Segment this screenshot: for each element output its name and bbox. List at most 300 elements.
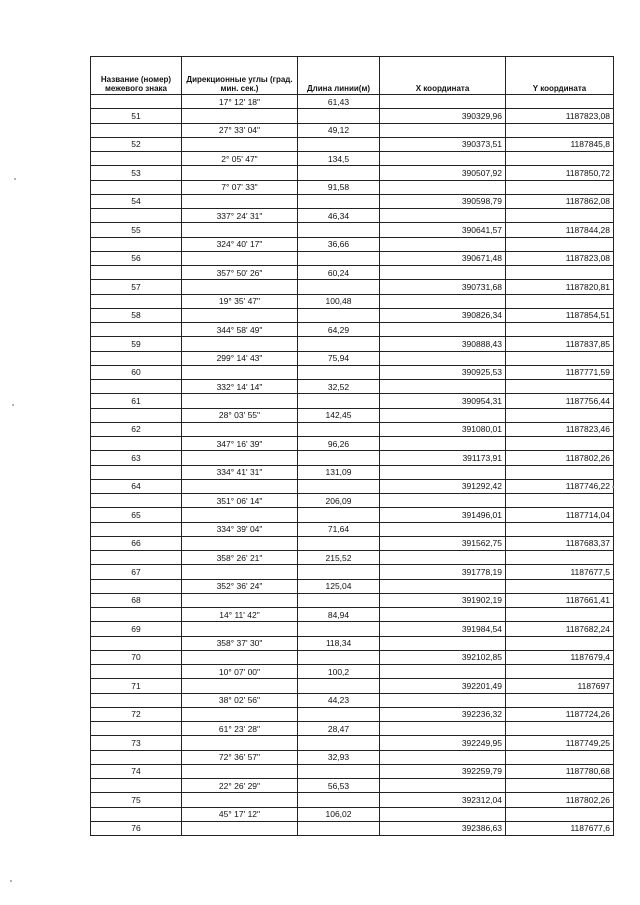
point-angle-cell — [182, 650, 298, 664]
segment-row — [91, 807, 614, 821]
point-row — [91, 308, 614, 322]
segment-x-cell — [380, 237, 506, 251]
point-name-cell: 59 — [91, 337, 182, 351]
segment-angle-cell: 14° 11' 42" — [182, 608, 298, 622]
point-row — [91, 650, 614, 664]
y-coordinate-cell: 1187850,72 — [506, 166, 614, 180]
point-length-cell — [298, 764, 380, 778]
segment-y-cell — [506, 579, 614, 593]
segment-y-cell — [506, 152, 614, 166]
y-coordinate-cell: 1187679,4 — [506, 650, 614, 664]
segment-name-cell — [91, 266, 182, 280]
point-length-cell — [298, 736, 380, 750]
segment-x-cell — [380, 551, 506, 565]
segment-x-cell — [380, 323, 506, 337]
x-coordinate-cell: 390671,48 — [380, 251, 506, 265]
point-name-cell: 71 — [91, 679, 182, 693]
point-angle-cell — [182, 251, 298, 265]
point-row — [91, 622, 614, 636]
segment-x-cell — [380, 380, 506, 394]
x-coordinate-cell: 392386,63 — [380, 821, 506, 835]
segment-y-cell — [506, 351, 614, 365]
segment-angle-cell: 332° 14' 14" — [182, 380, 298, 394]
segment-name-cell — [91, 437, 182, 451]
point-row — [91, 736, 614, 750]
segment-x-cell — [380, 266, 506, 280]
point-row — [91, 707, 614, 721]
segment-x-cell — [380, 465, 506, 479]
segment-y-cell — [506, 494, 614, 508]
segment-row — [91, 266, 614, 280]
segment-x-cell — [380, 294, 506, 308]
segment-length-cell: 131,09 — [298, 465, 380, 479]
y-coordinate-cell: 1187714,04 — [506, 508, 614, 522]
point-angle-cell — [182, 280, 298, 294]
segment-name-cell — [91, 408, 182, 422]
segment-length-cell: 71,64 — [298, 522, 380, 536]
segment-row — [91, 779, 614, 793]
segment-angle-cell: 45° 17' 12" — [182, 807, 298, 821]
segment-name-cell — [91, 807, 182, 821]
segment-length-cell: 106,02 — [298, 807, 380, 821]
point-row — [91, 365, 614, 379]
segment-angle-cell: 334° 39' 04" — [182, 522, 298, 536]
y-coordinate-cell: 1187677,5 — [506, 565, 614, 579]
segment-angle-cell: 324° 40' 17" — [182, 237, 298, 251]
x-coordinate-cell: 390826,34 — [380, 308, 506, 322]
x-coordinate-cell: 391292,42 — [380, 479, 506, 493]
x-coordinate-cell: 391984,54 — [380, 622, 506, 636]
segment-length-cell: 125,04 — [298, 579, 380, 593]
segment-length-cell: 215,52 — [298, 551, 380, 565]
point-angle-cell — [182, 707, 298, 721]
segment-name-cell — [91, 636, 182, 650]
scan-speck — [12, 404, 14, 406]
point-length-cell — [298, 251, 380, 265]
segment-name-cell — [91, 209, 182, 223]
point-row — [91, 451, 614, 465]
y-coordinate-cell: 1187854,51 — [506, 308, 614, 322]
x-coordinate-cell: 392102,85 — [380, 650, 506, 664]
point-angle-cell — [182, 593, 298, 607]
point-row — [91, 536, 614, 550]
segment-length-cell: 91,58 — [298, 180, 380, 194]
y-coordinate-cell: 1187823,08 — [506, 251, 614, 265]
segment-angle-cell: 352° 36' 24" — [182, 579, 298, 593]
segment-length-cell: 32,52 — [298, 380, 380, 394]
point-length-cell — [298, 622, 380, 636]
point-angle-cell — [182, 479, 298, 493]
point-name-cell: 63 — [91, 451, 182, 465]
point-length-cell — [298, 137, 380, 151]
segment-length-cell: 36,66 — [298, 237, 380, 251]
segment-y-cell — [506, 522, 614, 536]
segment-x-cell — [380, 408, 506, 422]
segment-row — [91, 750, 614, 764]
segment-x-cell — [380, 123, 506, 137]
point-name-cell: 67 — [91, 565, 182, 579]
y-coordinate-cell: 1187837,85 — [506, 337, 614, 351]
x-coordinate-cell: 390954,31 — [380, 394, 506, 408]
segment-y-cell — [506, 636, 614, 650]
y-coordinate-cell: 1187746,22 — [506, 479, 614, 493]
y-coordinate-cell: 1187862,08 — [506, 194, 614, 208]
point-angle-cell — [182, 223, 298, 237]
segment-name-cell — [91, 152, 182, 166]
point-name-cell: 53 — [91, 166, 182, 180]
y-coordinate-cell: 1187683,37 — [506, 536, 614, 550]
segment-angle-cell: 337° 24' 31" — [182, 209, 298, 223]
point-angle-cell — [182, 565, 298, 579]
segment-y-cell — [506, 665, 614, 679]
x-coordinate-cell: 391902,19 — [380, 593, 506, 607]
point-length-cell — [298, 508, 380, 522]
segment-y-cell — [506, 693, 614, 707]
point-name-cell: 68 — [91, 593, 182, 607]
x-coordinate-cell: 391778,19 — [380, 565, 506, 579]
segment-length-cell: 61,43 — [298, 95, 380, 109]
segment-angle-cell: 358° 26' 21" — [182, 551, 298, 565]
segment-row — [91, 494, 614, 508]
header-point-name: Название (номер) межевого знака — [91, 57, 182, 95]
segment-x-cell — [380, 209, 506, 223]
x-coordinate-cell: 392201,49 — [380, 679, 506, 693]
segment-row — [91, 608, 614, 622]
segment-row — [91, 95, 614, 109]
segment-name-cell — [91, 608, 182, 622]
y-coordinate-cell: 1187802,26 — [506, 451, 614, 465]
segment-row — [91, 209, 614, 223]
header-x-coordinate: X координата — [380, 57, 506, 95]
segment-name-cell — [91, 665, 182, 679]
point-name-cell: 60 — [91, 365, 182, 379]
segment-y-cell — [506, 608, 614, 622]
x-coordinate-cell: 391562,75 — [380, 536, 506, 550]
segment-x-cell — [380, 152, 506, 166]
x-coordinate-cell: 390925,53 — [380, 365, 506, 379]
scan-speck — [612, 486, 614, 488]
point-row — [91, 109, 614, 123]
point-length-cell — [298, 707, 380, 721]
segment-y-cell — [506, 323, 614, 337]
segment-name-cell — [91, 323, 182, 337]
point-length-cell — [298, 166, 380, 180]
point-angle-cell — [182, 308, 298, 322]
segment-length-cell: 49,12 — [298, 123, 380, 137]
segment-row — [91, 380, 614, 394]
segment-x-cell — [380, 95, 506, 109]
segment-name-cell — [91, 180, 182, 194]
point-length-cell — [298, 109, 380, 123]
y-coordinate-cell: 1187682,24 — [506, 622, 614, 636]
point-name-cell: 58 — [91, 308, 182, 322]
point-row — [91, 194, 614, 208]
point-name-cell: 69 — [91, 622, 182, 636]
segment-x-cell — [380, 807, 506, 821]
segment-length-cell: 28,47 — [298, 722, 380, 736]
y-coordinate-cell: 1187823,46 — [506, 422, 614, 436]
point-angle-cell — [182, 736, 298, 750]
y-coordinate-cell: 1187823,08 — [506, 109, 614, 123]
point-row — [91, 223, 614, 237]
segment-angle-cell: 28° 03' 55" — [182, 408, 298, 422]
segment-name-cell — [91, 722, 182, 736]
y-coordinate-cell: 1187820,81 — [506, 280, 614, 294]
y-coordinate-cell: 1187756,44 — [506, 394, 614, 408]
segment-y-cell — [506, 807, 614, 821]
segment-x-cell — [380, 437, 506, 451]
point-name-cell: 76 — [91, 821, 182, 835]
point-angle-cell — [182, 422, 298, 436]
segment-row — [91, 123, 614, 137]
segment-row — [91, 665, 614, 679]
segment-name-cell — [91, 123, 182, 137]
point-row — [91, 793, 614, 807]
point-row — [91, 422, 614, 436]
point-angle-cell — [182, 109, 298, 123]
segment-length-cell: 100,2 — [298, 665, 380, 679]
point-length-cell — [298, 679, 380, 693]
segment-name-cell — [91, 494, 182, 508]
point-name-cell: 57 — [91, 280, 182, 294]
segment-row — [91, 465, 614, 479]
point-angle-cell — [182, 622, 298, 636]
segment-angle-cell: 7° 07' 33" — [182, 180, 298, 194]
segment-length-cell: 84,94 — [298, 608, 380, 622]
segment-name-cell — [91, 294, 182, 308]
segment-row — [91, 351, 614, 365]
segment-name-cell — [91, 779, 182, 793]
segment-row — [91, 636, 614, 650]
segment-length-cell: 32,93 — [298, 750, 380, 764]
x-coordinate-cell: 390507,92 — [380, 166, 506, 180]
x-coordinate-cell: 392249,95 — [380, 736, 506, 750]
point-length-cell — [298, 365, 380, 379]
segment-y-cell — [506, 209, 614, 223]
point-name-cell: 52 — [91, 137, 182, 151]
point-angle-cell — [182, 394, 298, 408]
header-row — [91, 57, 614, 95]
point-angle-cell — [182, 536, 298, 550]
segment-length-cell: 206,09 — [298, 494, 380, 508]
segment-name-cell — [91, 351, 182, 365]
point-angle-cell — [182, 166, 298, 180]
point-row — [91, 479, 614, 493]
x-coordinate-cell: 390598,79 — [380, 194, 506, 208]
point-name-cell: 56 — [91, 251, 182, 265]
point-angle-cell — [182, 365, 298, 379]
x-coordinate-cell: 392312,04 — [380, 793, 506, 807]
segment-x-cell — [380, 750, 506, 764]
segment-y-cell — [506, 408, 614, 422]
point-name-cell: 73 — [91, 736, 182, 750]
segment-angle-cell: 72° 36' 57" — [182, 750, 298, 764]
segment-y-cell — [506, 551, 614, 565]
x-coordinate-cell: 392259,79 — [380, 764, 506, 778]
point-length-cell — [298, 536, 380, 550]
x-coordinate-cell: 391080,01 — [380, 422, 506, 436]
point-angle-cell — [182, 451, 298, 465]
segment-length-cell: 142,45 — [298, 408, 380, 422]
point-length-cell — [298, 280, 380, 294]
segment-x-cell — [380, 636, 506, 650]
point-angle-cell — [182, 821, 298, 835]
header-y-coordinate: Y координата — [506, 57, 614, 95]
segment-angle-cell: 299° 14' 43" — [182, 351, 298, 365]
segment-x-cell — [380, 693, 506, 707]
segment-y-cell — [506, 465, 614, 479]
point-name-cell: 51 — [91, 109, 182, 123]
point-name-cell: 62 — [91, 422, 182, 436]
segment-row — [91, 722, 614, 736]
point-row — [91, 137, 614, 151]
point-name-cell: 64 — [91, 479, 182, 493]
segment-y-cell — [506, 95, 614, 109]
point-row — [91, 508, 614, 522]
segment-x-cell — [380, 779, 506, 793]
point-name-cell: 55 — [91, 223, 182, 237]
point-name-cell: 65 — [91, 508, 182, 522]
segment-angle-cell: 347° 16' 39" — [182, 437, 298, 451]
y-coordinate-cell: 1187771,59 — [506, 365, 614, 379]
y-coordinate-cell: 1187780,68 — [506, 764, 614, 778]
x-coordinate-cell: 390373,51 — [380, 137, 506, 151]
segment-y-cell — [506, 266, 614, 280]
segment-length-cell: 64,29 — [298, 323, 380, 337]
segment-name-cell — [91, 522, 182, 536]
point-angle-cell — [182, 137, 298, 151]
segment-angle-cell: 334° 41' 31" — [182, 465, 298, 479]
segment-row — [91, 551, 614, 565]
point-row — [91, 593, 614, 607]
segment-x-cell — [380, 351, 506, 365]
segment-length-cell: 56,53 — [298, 779, 380, 793]
segment-angle-cell: 344° 58' 49" — [182, 323, 298, 337]
segment-name-cell — [91, 237, 182, 251]
boundary-coordinates-table — [90, 56, 614, 836]
point-length-cell — [298, 422, 380, 436]
segment-name-cell — [91, 465, 182, 479]
y-coordinate-cell: 1187724,26 — [506, 707, 614, 721]
segment-name-cell — [91, 380, 182, 394]
segment-y-cell — [506, 779, 614, 793]
point-length-cell — [298, 223, 380, 237]
segment-x-cell — [380, 608, 506, 622]
point-length-cell — [298, 308, 380, 322]
segment-y-cell — [506, 380, 614, 394]
point-length-cell — [298, 793, 380, 807]
point-row — [91, 280, 614, 294]
segment-y-cell — [506, 123, 614, 137]
point-name-cell: 72 — [91, 707, 182, 721]
segment-angle-cell: 357° 50' 26" — [182, 266, 298, 280]
segment-y-cell — [506, 750, 614, 764]
segment-length-cell: 46,34 — [298, 209, 380, 223]
segment-angle-cell: 351° 06' 14" — [182, 494, 298, 508]
point-angle-cell — [182, 337, 298, 351]
segment-x-cell — [380, 579, 506, 593]
segment-length-cell: 100,48 — [298, 294, 380, 308]
segment-y-cell — [506, 437, 614, 451]
segment-y-cell — [506, 180, 614, 194]
segment-angle-cell: 10° 07' 00" — [182, 665, 298, 679]
segment-angle-cell: 27° 33' 04" — [182, 123, 298, 137]
segment-row — [91, 579, 614, 593]
segment-x-cell — [380, 180, 506, 194]
segment-angle-cell: 17° 12' 18" — [182, 95, 298, 109]
segment-name-cell — [91, 750, 182, 764]
point-row — [91, 821, 614, 835]
point-length-cell — [298, 821, 380, 835]
segment-angle-cell: 22° 26' 29" — [182, 779, 298, 793]
point-angle-cell — [182, 793, 298, 807]
segment-length-cell: 75,94 — [298, 351, 380, 365]
point-name-cell: 66 — [91, 536, 182, 550]
y-coordinate-cell: 1187844,28 — [506, 223, 614, 237]
point-length-cell — [298, 593, 380, 607]
segment-angle-cell: 61° 23' 28" — [182, 722, 298, 736]
segment-angle-cell: 19° 35' 47" — [182, 294, 298, 308]
segment-x-cell — [380, 522, 506, 536]
scan-speck — [14, 178, 16, 180]
point-name-cell: 61 — [91, 394, 182, 408]
segment-row — [91, 294, 614, 308]
segment-name-cell — [91, 95, 182, 109]
segment-row — [91, 437, 614, 451]
point-length-cell — [298, 650, 380, 664]
segment-name-cell — [91, 551, 182, 565]
y-coordinate-cell: 1187749,25 — [506, 736, 614, 750]
point-length-cell — [298, 394, 380, 408]
point-length-cell — [298, 451, 380, 465]
point-length-cell — [298, 479, 380, 493]
segment-angle-cell: 358° 37' 30" — [182, 636, 298, 650]
x-coordinate-cell: 390329,96 — [380, 109, 506, 123]
point-name-cell: 75 — [91, 793, 182, 807]
segment-angle-cell: 2° 05' 47" — [182, 152, 298, 166]
point-row — [91, 764, 614, 778]
x-coordinate-cell: 391496,01 — [380, 508, 506, 522]
segment-row — [91, 237, 614, 251]
point-row — [91, 679, 614, 693]
segment-row — [91, 408, 614, 422]
point-angle-cell — [182, 194, 298, 208]
x-coordinate-cell: 390641,57 — [380, 223, 506, 237]
segment-x-cell — [380, 722, 506, 736]
segment-name-cell — [91, 579, 182, 593]
point-row — [91, 251, 614, 265]
scan-speck — [10, 880, 12, 882]
point-row — [91, 337, 614, 351]
segment-row — [91, 693, 614, 707]
segment-row — [91, 152, 614, 166]
point-row — [91, 565, 614, 579]
segment-length-cell: 118,34 — [298, 636, 380, 650]
x-coordinate-cell: 392236,32 — [380, 707, 506, 721]
point-length-cell — [298, 194, 380, 208]
segment-name-cell — [91, 693, 182, 707]
point-length-cell — [298, 337, 380, 351]
y-coordinate-cell: 1187802,26 — [506, 793, 614, 807]
segment-length-cell: 44,23 — [298, 693, 380, 707]
segment-row — [91, 522, 614, 536]
segment-angle-cell: 38° 02' 56" — [182, 693, 298, 707]
y-coordinate-cell: 1187677,6 — [506, 821, 614, 835]
x-coordinate-cell: 390731,68 — [380, 280, 506, 294]
segment-y-cell — [506, 294, 614, 308]
table-body — [91, 95, 614, 836]
segment-row — [91, 323, 614, 337]
